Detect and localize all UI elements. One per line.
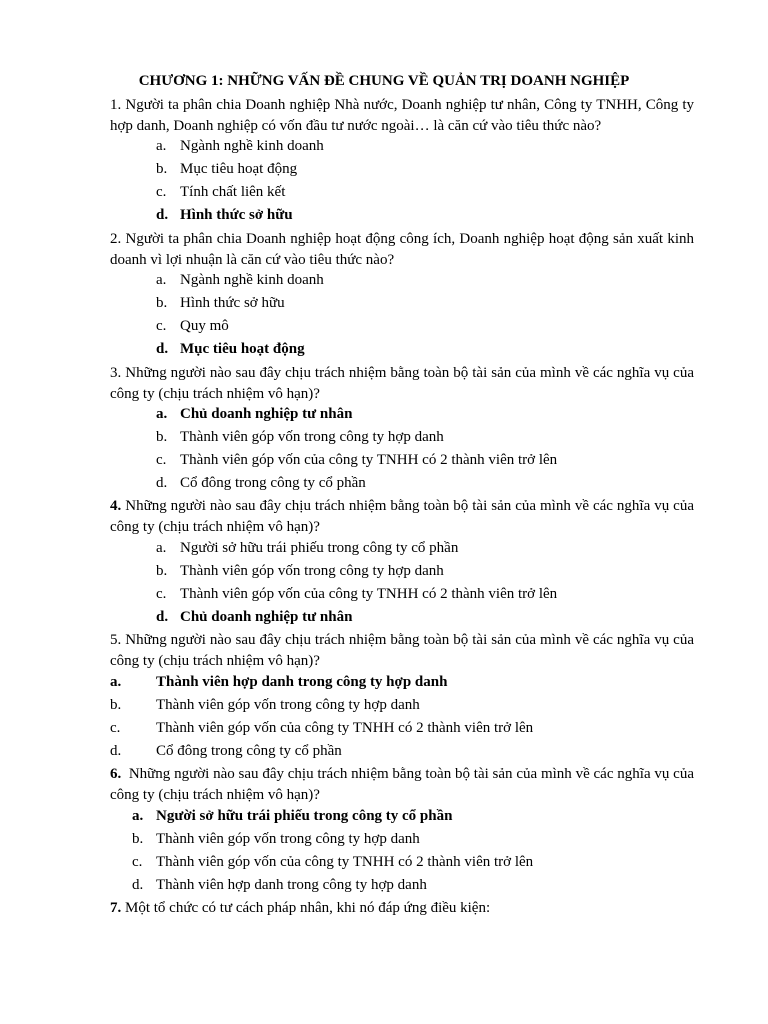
- option-text: Thành viên góp vốn của công ty TNHH có 2 thành viên trở lên: [156, 720, 534, 736]
- option-marker: c.: [110, 720, 121, 736]
- option-text: Thành viên hợp danh trong công ty hợp danh: [156, 674, 448, 690]
- question-number: 5.: [110, 632, 122, 648]
- question-number: 3.: [110, 365, 122, 381]
- question-text: Người ta phân chia Doanh nghiệp hoạt động công ích, Doanh nghiệp hoạt động sản xuất kinh doanh vì lợi nhuận là căn cứ vào tiêu thức nào?: [110, 231, 695, 268]
- option-marker: c.: [156, 318, 167, 334]
- option-text: Ngành nghề kinh doanh: [180, 138, 324, 154]
- option-text: Ngành nghề kinh doanh: [180, 272, 324, 288]
- option-marker: b.: [110, 697, 122, 713]
- option-marker: c.: [156, 452, 167, 468]
- option-text: Quy mô: [180, 318, 229, 334]
- option-marker: d.: [110, 743, 122, 759]
- question-text: Những người nào sau đây chịu trách nhiệm bằng toàn bộ tài sản của mình về các nghĩa vụ của công ty (chịu trách nhiệm vô hạn)?: [110, 498, 694, 535]
- question-number: 6.: [110, 766, 122, 782]
- option-marker: b.: [156, 161, 168, 177]
- question-number: 4.: [110, 498, 122, 514]
- option-marker: a.: [110, 674, 122, 690]
- option-marker: b.: [156, 295, 168, 311]
- question-2: [110, 229, 694, 271]
- option-marker: c.: [156, 184, 167, 200]
- option-text: Thành viên góp vốn trong công ty hợp danh: [156, 697, 420, 713]
- option-marker: b.: [132, 831, 144, 847]
- option-marker: b.: [156, 429, 168, 445]
- option-marker: a.: [156, 138, 167, 154]
- option-marker: c.: [156, 586, 167, 602]
- option-text: Chủ doanh nghiệp tư nhân: [180, 406, 353, 422]
- option-text: Thành viên góp vốn trong công ty hợp danh: [180, 429, 444, 445]
- question-4: [110, 496, 694, 538]
- question-text: Những người nào sau đây chịu trách nhiệm bằng toàn bộ tài sản của mình về các nghĩa vụ của công ty (chịu trách nhiệm vô hạn)?: [110, 766, 694, 803]
- option-text: Mục tiêu hoạt động: [180, 161, 298, 177]
- option-marker: d.: [132, 877, 144, 893]
- question-3: [110, 363, 694, 405]
- option-text: Thành viên góp vốn của công ty TNHH có 2 thành viên trở lên: [180, 586, 558, 602]
- question-6: [110, 764, 694, 806]
- option-marker: c.: [132, 854, 143, 870]
- question-number: 2.: [110, 231, 122, 247]
- option-text: Chủ doanh nghiệp tư nhân: [180, 609, 353, 625]
- option-text: Cổ đông trong công ty cổ phần: [156, 743, 342, 759]
- option-marker: a.: [156, 272, 167, 288]
- option-text: Thành viên góp vốn trong công ty hợp danh: [156, 831, 420, 847]
- question-text: Những người nào sau đây chịu trách nhiệm bằng toàn bộ tài sản của mình về các nghĩa vụ của công ty (chịu trách nhiệm vô hạn)?: [110, 632, 694, 669]
- question-5: [110, 630, 694, 672]
- question-text: Một tổ chức có tư cách pháp nhân, khi nó đáp ứng điều kiện:: [125, 900, 491, 916]
- chapter-title: CHƯƠNG 1: NHỮNG VẤN ĐỀ CHUNG VỀ QUẢN TRỊ DOANH NGHIỆP: [138, 73, 630, 89]
- option-marker: d.: [156, 475, 168, 491]
- option-marker: a.: [132, 808, 144, 824]
- question-number: 7.: [110, 900, 122, 916]
- option-marker: d.: [156, 207, 169, 223]
- option-text: Hình thức sở hữu: [180, 207, 293, 223]
- option-text: Người sở hữu trái phiếu trong công ty cổ phần: [180, 540, 459, 556]
- option-text: Tính chất liên kết: [180, 184, 286, 200]
- option-text: Thành viên góp vốn của công ty TNHH có 2 thành viên trở lên: [180, 452, 558, 468]
- option-marker: b.: [156, 563, 168, 579]
- option-text: Hình thức sở hữu: [180, 295, 285, 311]
- question-number: 1.: [110, 97, 122, 113]
- option-text: Cổ đông trong công ty cổ phần: [180, 475, 366, 491]
- option-text: Người sở hữu trái phiếu trong công ty cổ phần: [156, 808, 453, 824]
- option-marker: d.: [156, 609, 169, 625]
- option-marker: a.: [156, 406, 168, 422]
- option-text: Thành viên góp vốn trong công ty hợp danh: [180, 563, 444, 579]
- question-text: Những người nào sau đây chịu trách nhiệm bằng toàn bộ tài sản của mình về các nghĩa vụ của công ty (chịu trách nhiệm vô hạn)?: [110, 365, 694, 402]
- option-marker: d.: [156, 341, 169, 357]
- question-text: Người ta phân chia Doanh nghiệp Nhà nước, Doanh nghiệp tư nhân, Công ty TNHH, Công ty hợp danh, Doanh nghiệp có vốn đầu tư nước ngoài… là căn cứ vào tiêu thức nào?: [110, 97, 695, 134]
- question-7: [110, 898, 694, 919]
- option-text: Thành viên góp vốn của công ty TNHH có 2 thành viên trở lên: [156, 854, 534, 870]
- option-text: Thành viên hợp danh trong công ty hợp danh: [156, 877, 427, 893]
- question-1: [110, 95, 694, 137]
- option-marker: a.: [156, 540, 167, 556]
- option-text: Mục tiêu hoạt động: [180, 341, 305, 357]
